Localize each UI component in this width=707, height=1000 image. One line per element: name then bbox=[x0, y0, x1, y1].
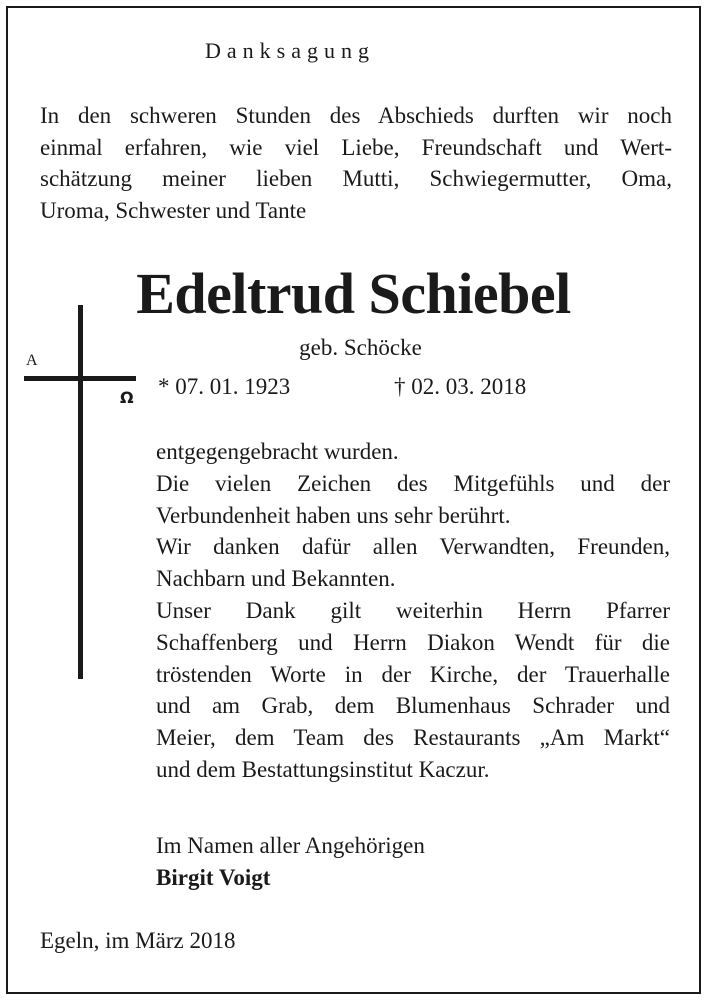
body-line: Wir danken dafür allen Verwandten, Freunden, bbox=[156, 534, 670, 560]
body-line: Nachbarn und Bekannten. bbox=[156, 566, 396, 592]
intro-line: einmal erfahren, wie viel Liebe, Freundschaft und Wert- bbox=[40, 134, 672, 160]
cross-vertical-bar bbox=[78, 305, 83, 679]
death-date: † 02. 03. 2018 bbox=[394, 374, 527, 399]
deceased-name: Edeltrud Schiebel bbox=[136, 261, 571, 326]
heading: Danksagung bbox=[205, 38, 375, 63]
closing-block bbox=[156, 830, 425, 894]
body-line: entgegengebracht wurden. bbox=[156, 439, 399, 464]
body-line: tröstenden Worte in der Kirche, der Trauerhalle bbox=[156, 661, 670, 687]
body-line: Schaffenberg und Herrn Diakon Wendt für die bbox=[156, 629, 670, 655]
intro-line: In den schweren Stunden des Abschieds durften wir noch bbox=[40, 103, 672, 128]
intro-line: schätzung meiner lieben Mutti, Schwiegermutter, Oma, bbox=[40, 166, 672, 191]
place-date: Egeln, im März 2018 bbox=[40, 928, 236, 953]
intro-line: Uroma, Schwester und Tante bbox=[40, 197, 307, 223]
body-line: Verbundenheit haben uns sehr berührt. bbox=[156, 502, 511, 528]
body-line: Meier, dem Team des Restaurants „Am Markt“ bbox=[156, 725, 670, 751]
body-line: Unser Dank gilt weiterhin Herrn Pfarrer bbox=[156, 597, 670, 623]
body-line: Die vielen Zeichen des Mitgefühls und der bbox=[156, 470, 670, 496]
body-paragraph bbox=[156, 436, 670, 786]
maiden-name: geb. Schöcke bbox=[299, 335, 422, 360]
body-line: und am Grab, dem Blumenhaus Schrader und bbox=[156, 693, 670, 719]
omega-symbol: Ω bbox=[120, 388, 134, 407]
intro-paragraph bbox=[40, 100, 672, 226]
alpha-symbol: A bbox=[26, 352, 38, 369]
signer-name: Birgit Voigt bbox=[156, 865, 271, 890]
obituary-frame bbox=[6, 6, 701, 994]
body-line: und dem Bestattungsinstitut Kaczur. bbox=[156, 756, 490, 782]
closing-phrase: Im Namen aller Angehörigen bbox=[156, 833, 425, 858]
birth-date: * 07. 01. 1923 bbox=[158, 374, 291, 399]
cross-horizontal-bar bbox=[24, 376, 136, 381]
